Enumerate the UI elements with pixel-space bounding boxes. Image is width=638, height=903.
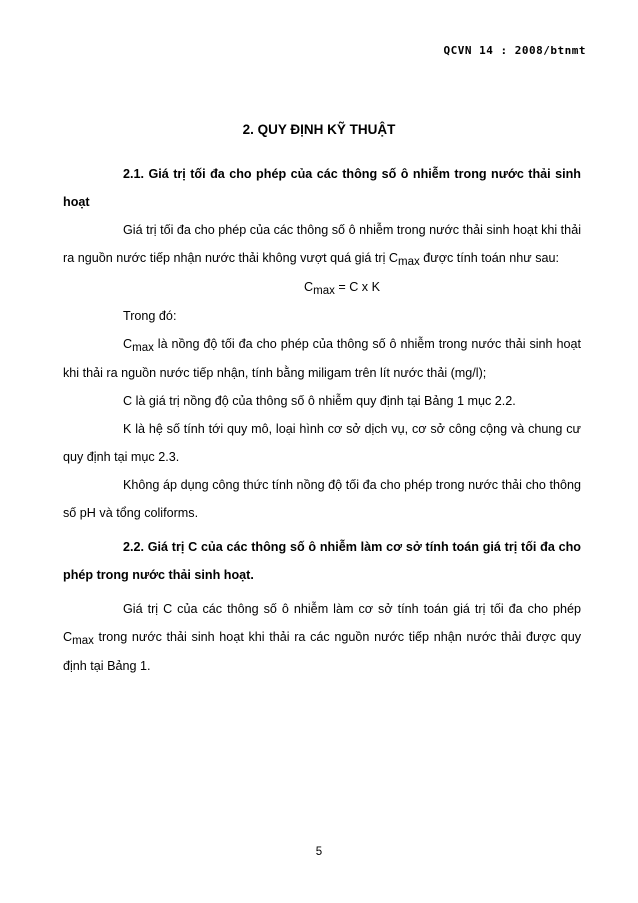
last-cmax-subscript: max (72, 635, 94, 647)
page-number: 5 (315, 846, 323, 858)
formula-c: C (304, 280, 314, 294)
not-apply-note: Không áp dụng công thức tính nồng độ tối đa cho phép trong nước thải cho thông số pH và tổng coliforms. (63, 478, 581, 520)
where-label: Trong đó: (123, 309, 177, 323)
paragraph-last-text: Giá trị C của các thông số ô nhiễm làm cơ sở tính toán giá trị tối đa cho phép (123, 602, 581, 616)
formula (63, 273, 581, 302)
formula-rest: = C x K (334, 280, 380, 294)
cmax-letter: C (388, 251, 399, 265)
last-cmax-letter: C (63, 630, 73, 644)
section-2-2-heading: 2.2. Giá trị C của các thông số ô nhiễm làm cơ sở tính toán giá trị tối đa cho phép trong nước thải sinh hoạt. (63, 540, 581, 582)
paragraph-intro (63, 216, 581, 273)
cmax-subscript: max (398, 256, 420, 268)
paragraph-intro-text: Giá trị tối đa cho phép của các thông số ô nhiễm trong nước thải sinh hoạt khi thải ra nguồn nước tiếp nhận nước thải không vượt quá giá trị (63, 223, 581, 265)
section-2-1-heading: 2.1. Giá trị tối đa cho phép của các thông số ô nhiễm trong nước thải sinh hoạt (63, 167, 581, 209)
definition-c: C là giá trị nồng độ của thông số ô nhiễm quy định tại Bảng 1 mục 2.2. (123, 394, 516, 408)
cmax-symbol (388, 251, 420, 268)
definition-cmax (63, 330, 581, 387)
paragraph-intro-tail: được tính toán như sau: (419, 251, 560, 265)
def-cmax-text: là nồng độ tối đa cho phép của thông số ô nhiễm trong nước thải sinh hoạt khi thải ra nguồn nước tiếp nhận, tính bằng miligam trên lít nước thải (mg/l); (63, 337, 581, 380)
paragraph-last-tail: trong nước thải sinh hoạt khi thải ra các nguồn nước tiếp nhận nước thải được quy định tại Bảng 1. (63, 630, 581, 673)
definition-k: K là hệ số tính tới quy mô, loại hình cơ sở dịch vụ, cơ sở công cộng và chung cư quy định tại mục 2.3. (63, 422, 581, 464)
def-cmax-subscript: max (132, 342, 154, 354)
formula-subscript: max (313, 285, 335, 297)
document-body (63, 160, 581, 680)
section-title: 2. QUY ĐỊNH KỸ THUẬT (242, 122, 396, 137)
def-cmax-letter: C (123, 337, 133, 351)
document-code-header: QCVN 14 : 2008/btnmt (443, 44, 586, 57)
paragraph-last (63, 595, 581, 680)
